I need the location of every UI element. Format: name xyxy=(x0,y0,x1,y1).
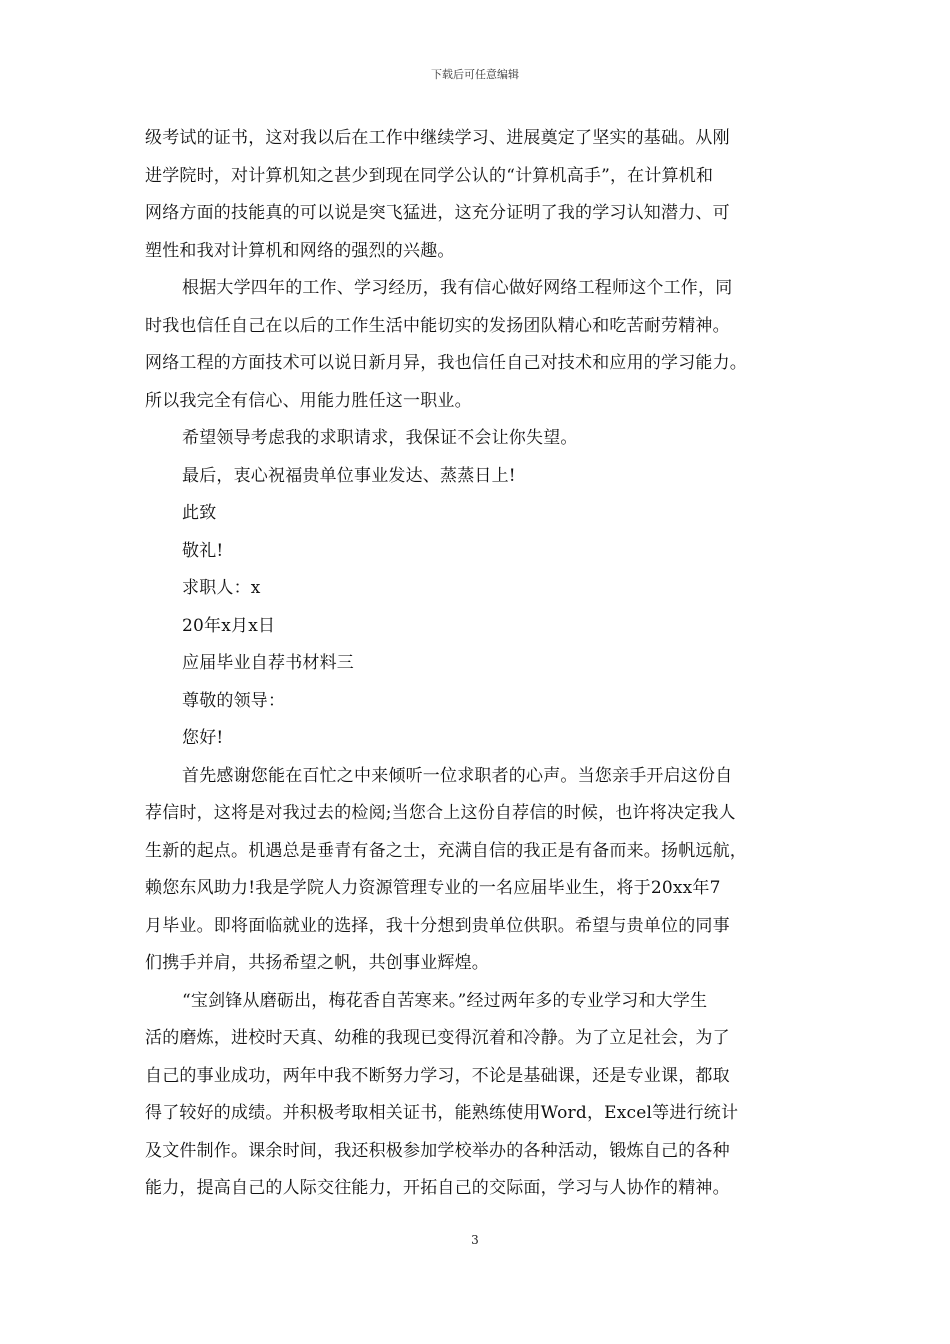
text-line: 根据大学四年的工作、学习经历，我有信心做好网络工程师这个工作，同 xyxy=(182,278,733,298)
text-line: 月毕业。即将面临就业的选择，我十分想到贵单位供职。希望与贵单位的同事 xyxy=(145,915,730,936)
text-line: 网络工程的方面技术可以说日新月异，我也信任自己对技术和应用的学习能力。 xyxy=(145,353,747,373)
text-line: 此致 xyxy=(182,503,217,523)
text-line: 尊敬的领导： xyxy=(182,690,286,711)
page-header: 下载后可任意编辑 xyxy=(431,68,519,81)
text-line: 能力，提高自己的人际交往能力，开拓自己的交际面，学习与人协作的精神。 xyxy=(145,1178,730,1198)
text-line: 敬礼! xyxy=(182,540,224,561)
text-line: 首先感谢您能在百忙之中来倾听一位求职者的心声。当您亲手开启这份自 xyxy=(182,765,733,786)
text-line: 赖您东风助力!我是学院人力资源管理专业的一名应届毕业生，将于20xx年7 xyxy=(145,878,721,898)
text-line: 网络方面的技能真的可以说是突飞猛进，这充分证明了我的学习认知潜力、可 xyxy=(145,203,730,223)
text-line: 荐信时，这将是对我过去的检阅;当您合上这份自荐信的时候，也许将决定我人 xyxy=(145,803,736,823)
text-line: 求职人：x xyxy=(182,578,261,598)
page-number: 3 xyxy=(471,1233,479,1247)
text-line: 自己的事业成功，两年中我不断努力学习，不论是基础课，还是专业课，都取 xyxy=(145,1065,730,1086)
text-line: 您好! xyxy=(182,728,224,748)
text-line: 所以我完全有信心、用能力胜任这一职业。 xyxy=(145,390,472,411)
text-line: 得了较好的成绩。并积极考取相关证书，能熟练使用Word，Excel等进行统计 xyxy=(145,1103,739,1123)
text-line: 最后，衷心祝福贵单位事业发达、蒸蒸日上! xyxy=(182,465,516,486)
text-line: 生新的起点。机遇总是垂青有备之士，充满自信的我正是有备而来。扬帆远航， xyxy=(145,840,747,861)
document-body xyxy=(145,120,835,1208)
text-line: 进学院时，对计算机知之甚少到现在同学公认的“计算机高手”，在计算机和 xyxy=(145,165,714,186)
text-line: 活的磨炼，进校时天真、幼稚的我现已变得沉着和冷静。为了立足社会，为了 xyxy=(145,1028,730,1048)
text-line: 希望领导考虑我的求职请求，我保证不会让你失望。 xyxy=(182,428,578,448)
text-line: 应届毕业自荐书材料三 xyxy=(182,653,354,673)
text-line: 20年x月x日 xyxy=(182,615,276,636)
text-line: 们携手并肩，共扬希望之帆，共创事业辉煌。 xyxy=(145,953,489,973)
text-line: 级考试的证书，这对我以后在工作中继续学习、进展奠定了坚实的基础。从刚 xyxy=(145,128,730,148)
text-line: 时我也信任自己在以后的工作生活中能切实的发扬团队精心和吃苦耐劳精神。 xyxy=(145,315,730,336)
text-line: “宝剑锋从磨砺出，梅花香自苦寒来。”经过两年多的专业学习和大学生 xyxy=(182,990,708,1011)
text-line: 塑性和我对计算机和网络的强烈的兴趣。 xyxy=(145,240,455,261)
text-line: 及文件制作。课余时间，我还积极参加学校举办的各种活动，锻炼自己的各种 xyxy=(145,1140,730,1161)
